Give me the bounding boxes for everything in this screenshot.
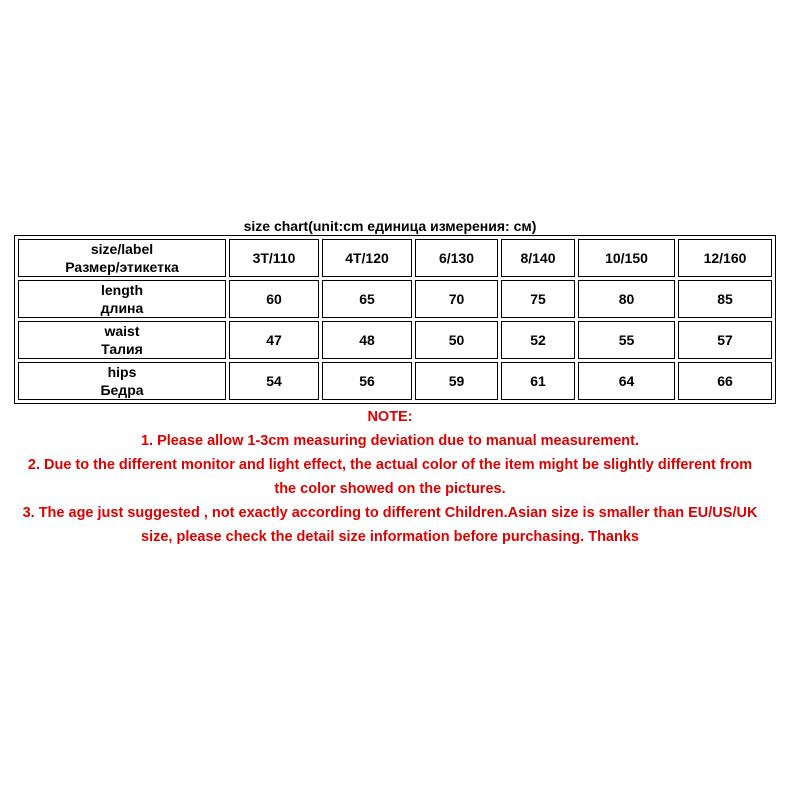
measurement-cell: 47	[229, 321, 319, 359]
size-chart-table-wrapper	[14, 235, 776, 404]
measurement-cell: 65	[322, 280, 412, 318]
note-line: 1. Please allow 1-3cm measuring deviation due to manual measurement.	[140, 433, 639, 449]
row-label-en: hips	[107, 364, 137, 380]
measurement-cell: 52	[501, 321, 575, 359]
measurement-cell: 57	[678, 321, 772, 359]
note-line: 3. The age just suggested , not exactly according to different Children.Asian size is smaller than EU/US/UK	[22, 505, 758, 521]
size-header-cell: 6/130	[415, 239, 498, 277]
row-label-cell	[18, 321, 226, 359]
row-label-cell	[18, 280, 226, 318]
measurement-cell: 85	[678, 280, 772, 318]
table-row-waist	[18, 321, 772, 359]
notes-block	[0, 405, 780, 549]
measurement-cell: 80	[578, 280, 675, 318]
size-chart-title: size chart(unit:cm единица измерения: см)	[243, 218, 537, 234]
header-label-ru: Размер/этикетка	[65, 259, 179, 275]
row-label-ru: Талия	[101, 341, 143, 357]
measurement-cell: 59	[415, 362, 498, 400]
header-label-cell	[18, 239, 226, 277]
measurement-cell: 70	[415, 280, 498, 318]
measurement-cell: 66	[678, 362, 772, 400]
measurement-cell: 60	[229, 280, 319, 318]
note-line: the color showed on the pictures.	[274, 481, 506, 497]
measurement-cell: 48	[322, 321, 412, 359]
row-label-cell	[18, 362, 226, 400]
note-line: size, please check the detail size information before purchasing. Thanks	[141, 529, 639, 545]
note-heading: NOTE:	[367, 409, 413, 425]
measurement-cell: 61	[501, 362, 575, 400]
measurement-cell: 54	[229, 362, 319, 400]
row-label-en: waist	[104, 323, 140, 339]
size-header-cell: 10/150	[578, 239, 675, 277]
table-header-row	[18, 239, 772, 277]
row-label-ru: Бедра	[100, 382, 144, 398]
measurement-cell: 56	[322, 362, 412, 400]
size-header-cell: 3T/110	[229, 239, 319, 277]
size-header-cell: 8/140	[501, 239, 575, 277]
measurement-cell: 50	[415, 321, 498, 359]
size-header-cell: 12/160	[678, 239, 772, 277]
row-label-en: length	[101, 282, 143, 298]
measurement-cell: 55	[578, 321, 675, 359]
table-row-hips	[18, 362, 772, 400]
size-chart-table	[14, 235, 776, 404]
measurement-cell: 64	[578, 362, 675, 400]
note-line: 2. Due to the different monitor and light effect, the actual color of the item might be slightly different from	[27, 457, 753, 473]
header-label-en: size/label	[90, 241, 154, 257]
size-header-cell: 4T/120	[322, 239, 412, 277]
row-label-ru: длина	[100, 300, 144, 316]
measurement-cell: 75	[501, 280, 575, 318]
table-row-length	[18, 280, 772, 318]
